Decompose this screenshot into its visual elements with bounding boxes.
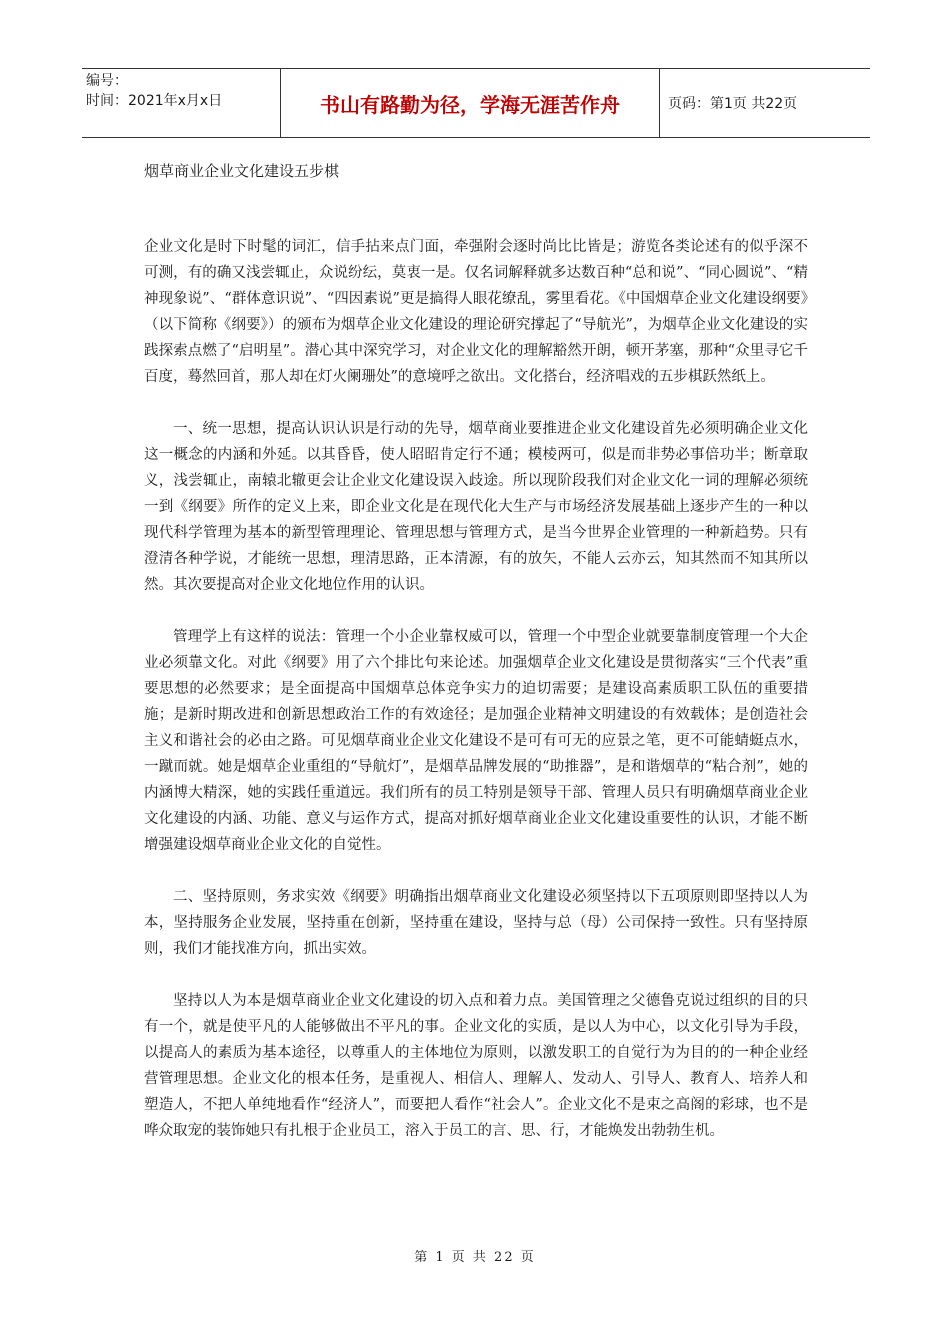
serial-label: 编号： [86, 73, 128, 89]
page-header [82, 68, 870, 138]
header-page-info: 页码：第1页 共22页 [668, 96, 798, 112]
date-label: 时间：2021年x月x日 [86, 93, 223, 109]
header-meta [82, 69, 280, 137]
page-footer: 第 1 页 共 22 页 [414, 1250, 536, 1265]
document-title: 烟草商业企业文化建设五步棋 [144, 162, 340, 180]
header-motto: 书山有路勤为径，学海无涯苦作舟 [280, 69, 660, 137]
paragraph-1: 企业文化是时下时髦的词汇，信手拈来点门面，牵强附会逐时尚比比皆是；游览各类论述有的似乎深不可测，有的确又浅尝辄止，众说纷纭，莫衷一是。仅名词解释就多达数百种“总和说”、“同心圆说”、“精神现象说”、“群体意识说”、“四因素说”更是搞得人眼花缭乱，雾里看花。《中国烟草企业文化建设纲要》（以下简称《纲要》）的颁布为烟草企业文化建设的理论研究撑起了“导航光”，为烟草企业文化建设的实践探索点燃了“启明星”。潜心其中深究学习，对企业文化的理解豁然开朗，顿开茅塞，那种“众里寻它千百度，蓦然回首，那人却在灯火阑珊处”的意境呼之欲出。文化搭台，经济唱戏的五步棋跃然纸上。 [144, 239, 808, 385]
paragraph-4: 二、坚持原则，务求实效《纲要》明确指出烟草商业文化建设必须坚持以下五项原则即坚持以人为本，坚持服务企业发展，坚持重在创新，坚持重在建设，坚持与总（母）公司保持一致性。只有坚持原则，我们才能找准方向，抓出实效。 [144, 889, 808, 957]
paragraph-2: 一、统一思想，提高认识认识是行动的先导，烟草商业要推进企业文化建设首先必须明确企业文化这一概念的内涵和外延。以其昏昏，使人昭昭肯定行不通；模棱两可，似是而非势必事倍功半；断章取义，浅尝辄止，南辕北辙更会让企业文化建设误入歧途。所以现阶段我们对企业文化一词的理解必须统一到《纲要》所作的定义上来，即企业文化是在现代化大生产与市场经济发展基础上逐步产生的一种以现代科学管理为基本的新型管理理论、管理思想与管理方式，是当今世界企业管理的一种新趋势。只有澄清各种学说，才能统一思想，理清思路，正本清源，有的放矢，不能人云亦云，知其然而不知其所以然。其次要提高对企业文化地位作用的认识。 [144, 421, 808, 593]
paragraph-3: 管理学上有这样的说法：管理一个小企业靠权威可以，管理一个中型企业就要靠制度管理一个大企业必须靠文化。对此《纲要》用了六个排比句来论述。加强烟草企业文化建设是贯彻落实“三个代表”重要思想的必然要求；是全面提高中国烟草总体竞争实力的迫切需要；是建设高素质职工队伍的重要措施；是新时期改进和创新思想政治工作的有效途径；是加强企业精神文明建设的有效载体；是创造社会主义和谐社会的必由之路。可见烟草商业企业文化建设不是可有可无的应景之笔，更不可能蜻蜓点水，一蹴而就。她是烟草企业重组的“导航灯”，是烟草品牌发展的“助推器”，是和谐烟草的“粘合剂”，她的内涵博大精深，她的实践任重道远。我们所有的员工特别是领导干部、管理人员只有明确烟草商业企业文化建设的内涵、功能、意义与运作方式，提高对抓好烟草商业企业文化建设重要性的认识，才能不断增强建设烟草商业企业文化的自觉性。 [144, 629, 808, 853]
document-body [144, 234, 808, 1170]
paragraph-5: 坚持以人为本是烟草商业企业文化建设的切入点和着力点。美国管理之父德鲁克说过组织的目的只有一个，就是使平凡的人能够做出不平凡的事。企业文化的实质，是以人为中心，以文化引导为手段，以提高人的素质为基本途径，以尊重人的主体地位为原则，以激发职工的自觉行为为目的的一种企业经营管理思想。企业文化的根本任务，是重视人、相信人、理解人、发动人、引导人、教育人、培养人和塑造人，不把人单纯地看作“经济人”，而要把人看作“社会人”。企业文化不是束之高阁的彩球，也不是哗众取宠的装饰她只有扎根于企业员工，溶入于员工的言、思、行，才能焕发出勃勃生机。 [144, 993, 808, 1139]
